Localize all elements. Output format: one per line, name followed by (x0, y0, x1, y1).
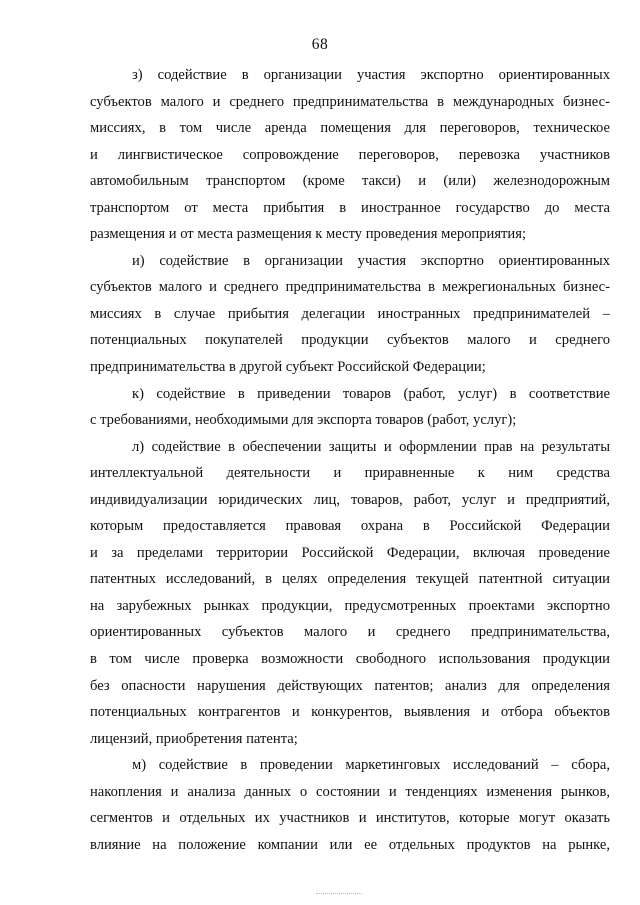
text-line: предпринимательства в другой субъект Российской Федерации; (90, 359, 486, 376)
text-line: и за пределами территории Российской Федерации, включая проведение (90, 544, 610, 561)
text-line: сегментов и отдельных их участников и институтов, которые могут оказать (90, 810, 610, 827)
text-line: к) содействие в приведении товаров (работ, услуг) в соответствие (132, 385, 610, 402)
text-line: на зарубежных рынках продукции, предусмотренных проектами экспортно (90, 597, 610, 614)
text-line: индивидуализации юридических лиц, товаров, работ, услуг и предприятий, (90, 491, 610, 508)
text-line: субъектов малого и среднего предпринимательства в межрегиональных бизнес- (90, 279, 610, 296)
paragraph-m (90, 752, 610, 858)
text-line: миссиях в случае прибытия делегации иностранных предпринимателей – (90, 305, 610, 322)
text-line: влияние на положение компании или ее отдельных продуктов на рынке, (90, 836, 610, 853)
text-line: накопления и анализа данных о состоянии и тенденциях изменения рынков, (90, 783, 610, 800)
scan-artifact-line (316, 893, 362, 895)
text-line: ориентированных субъектов малого и среднего предпринимательства, (90, 624, 610, 641)
text-line: интеллектуальной деятельности и приравненные к ним средства (90, 465, 610, 482)
text-line: автомобильным транспортом (кроме такси) и (или) железнодорожным (90, 173, 610, 190)
text-line: л) содействие в обеспечении защиты и оформлении прав на результаты (132, 438, 610, 455)
paragraph-z (90, 62, 610, 248)
paragraph-k (90, 381, 610, 434)
paragraph-i (90, 248, 610, 381)
text-line: потенциальных покупателей продукции субъектов малого и среднего (90, 332, 610, 349)
text-line: патентных исследований, в целях определения текущей патентной ситуации (90, 571, 610, 588)
text-line: в том числе проверка возможности свободного использования продукции (90, 651, 610, 668)
text-line: которым предоставляется правовая охрана в Российской Федерации (90, 518, 610, 535)
text-line: с требованиями, необходимыми для экспорта товаров (работ, услуг); (90, 412, 517, 429)
text-line: лицензий, приобретения патента; (90, 730, 298, 747)
text-line: и лингвистическое сопровождение переговоров, перевозка участников (90, 146, 610, 163)
text-line: м) содействие в проведении маркетинговых исследований – сбора, (132, 757, 610, 774)
text-line: и) содействие в организации участия экспортно ориентированных (132, 252, 610, 269)
text-line: миссиях, в том числе аренда помещения для переговоров, техническое (90, 120, 610, 137)
text-line: без опасности нарушения действующих патентов; анализ для определения (90, 677, 610, 694)
document-body (90, 62, 610, 858)
text-line: потенциальных контрагентов и конкурентов, выявления и отбора объектов (90, 704, 610, 721)
text-line: субъектов малого и среднего предпринимательства в международных бизнес- (90, 93, 610, 110)
text-line: размещения и от места размещения к месту проведения мероприятия; (90, 226, 526, 243)
text-line: транспортом от места прибытия в иностранное государство до места (90, 199, 610, 216)
text-line: з) содействие в организации участия экспортно ориентированных (132, 67, 610, 83)
paragraph-l (90, 434, 610, 753)
page-number: 68 (311, 36, 329, 53)
